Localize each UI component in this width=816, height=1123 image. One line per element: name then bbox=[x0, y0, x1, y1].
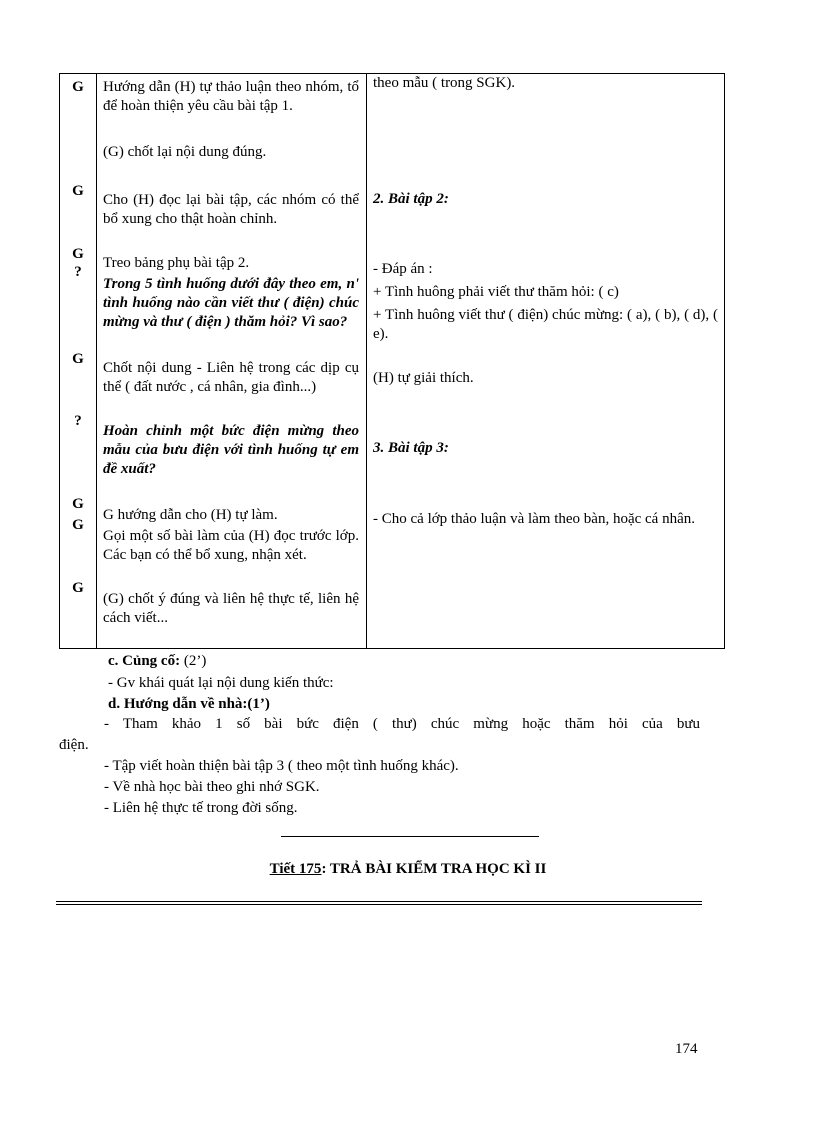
lesson-title bbox=[0, 861, 816, 878]
table-column-divider bbox=[96, 74, 97, 648]
activity-text: Hướng dẫn (H) tự thảo luận theo nhóm, tổ để hoàn thiện yêu cầu bài tập 1. bbox=[103, 79, 359, 114]
lesson-number: Tiết 175 bbox=[269, 861, 322, 877]
double-rule-top bbox=[56, 901, 702, 902]
content-text: + Tình huông viết thư ( điện) chúc mừng: ( a), ( b), ( d), ( e). bbox=[373, 307, 718, 342]
body-line: - Liên hệ thực tế trong đời sống. bbox=[104, 800, 298, 816]
teacher-mark: G bbox=[72, 351, 84, 367]
lesson-heading: TRẢ BÀI KIỂM TRA HỌC KÌ II bbox=[329, 861, 547, 877]
section-label: c. Củng cố: bbox=[108, 653, 181, 669]
lesson-colon: : bbox=[321, 861, 330, 877]
content-text: theo mẫu ( trong SGK). bbox=[373, 75, 516, 91]
activity-text: Cho (H) đọc lại bài tập, các nhóm có thể bổ xung cho thật hoàn chỉnh. bbox=[103, 192, 359, 227]
question-mark: ? bbox=[74, 264, 82, 280]
teacher-mark: G bbox=[72, 246, 84, 262]
teacher-mark: G bbox=[72, 496, 84, 512]
teacher-mark: G bbox=[72, 517, 84, 533]
body-line: - Tham khảo 1 số bài bức điện ( thư) chúc mừng hoặc thăm hỏi của bưu bbox=[104, 716, 700, 732]
body-line: - Gv khái quát lại nội dung kiến thức: bbox=[108, 675, 334, 691]
activity-text: Gọi một số bài làm của (H) đọc trước lớp. Các bạn có thể bổ xung, nhận xét. bbox=[103, 528, 359, 563]
lesson-table bbox=[59, 73, 725, 649]
teacher-mark: G bbox=[72, 580, 84, 596]
body-line: điện. bbox=[59, 737, 89, 753]
activity-text: Treo bảng phụ bài tập 2. bbox=[103, 255, 250, 271]
teacher-mark: G bbox=[72, 79, 84, 95]
content-text: - Đáp án : bbox=[373, 261, 433, 277]
activity-text: G hướng dẫn cho (H) tự làm. bbox=[103, 507, 278, 523]
teacher-mark: G bbox=[72, 183, 84, 199]
table-column-divider bbox=[366, 74, 367, 648]
section-time: (2’) bbox=[180, 653, 207, 669]
content-text: (H) tự giải thích. bbox=[373, 370, 474, 386]
section-consolidation bbox=[108, 652, 206, 671]
section-homework: d. Hướng dẫn về nhà:(1’) bbox=[108, 696, 270, 712]
body-line: - Về nhà học bài theo ghi nhớ SGK. bbox=[104, 779, 320, 795]
exercise-heading: 2. Bài tập 2: bbox=[373, 191, 449, 207]
exercise-heading: 3. Bài tập 3: bbox=[373, 440, 449, 456]
activity-text: Chốt nội dung - Liên hệ trong các dịp cụ thể ( đất nước , cá nhân, gia đình...) bbox=[103, 360, 359, 395]
separator-line bbox=[281, 836, 539, 837]
question-text: Hoàn chỉnh một bức điện mừng theo mẫu của bưu điện với tình huống tự em đề xuất? bbox=[103, 423, 359, 477]
double-rule-bottom bbox=[56, 904, 702, 905]
content-text: + Tình huông phải viết thư thăm hỏi: ( c) bbox=[373, 284, 619, 300]
content-text: - Cho cả lớp thảo luận và làm theo bàn, hoặc cá nhân. bbox=[373, 511, 695, 527]
body-line: - Tập viết hoàn thiện bài tập 3 ( theo một tình huống khác). bbox=[104, 758, 459, 774]
question-text: Trong 5 tình huống dưới đây theo em, n' tình huống nào cần viết thư ( điện) chúc mừng và thư ( điện ) thăm hỏi? Vì sao? bbox=[103, 276, 359, 330]
page-number: 174 bbox=[675, 1041, 698, 1057]
activity-text: (G) chốt ý đúng và liên hệ thực tế, liên hệ cách viết... bbox=[103, 591, 359, 626]
activity-text: (G) chốt lại nội dung đúng. bbox=[103, 144, 267, 160]
question-mark: ? bbox=[74, 413, 82, 429]
